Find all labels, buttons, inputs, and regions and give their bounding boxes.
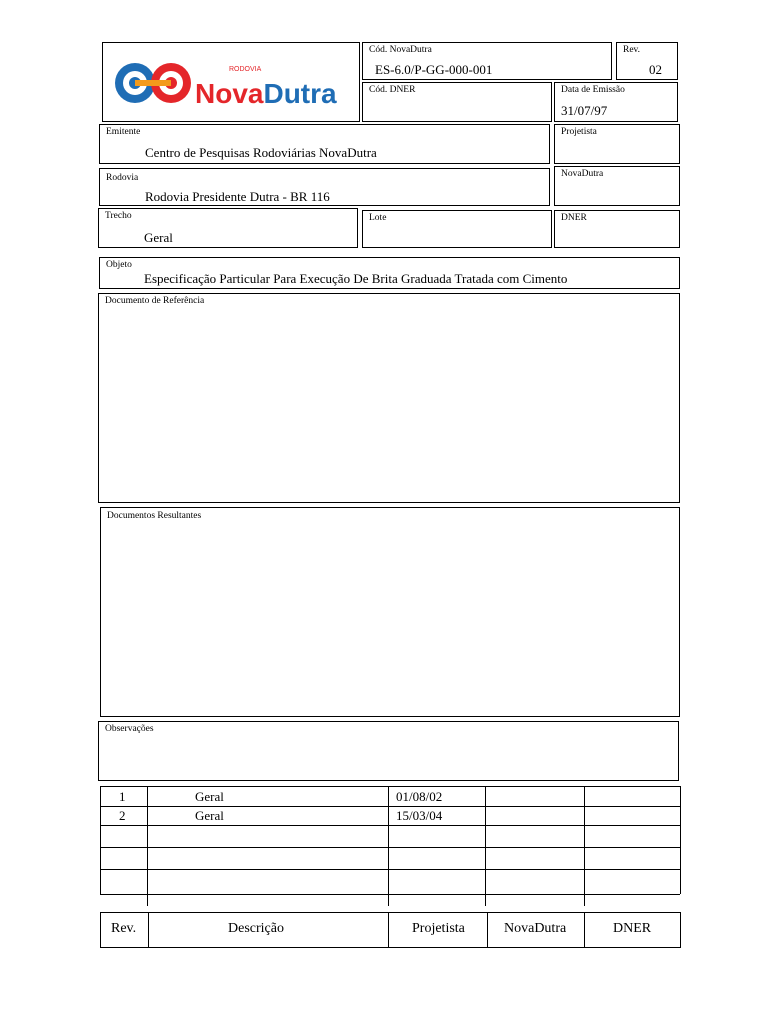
rev-number: 1: [119, 789, 126, 804]
rev-projetista: 01/08/02: [396, 789, 443, 804]
footer-rev-header: Rev.: [111, 921, 137, 936]
doc-referencia-box: [98, 293, 680, 503]
logo-rings-icon: [115, 63, 191, 103]
logo-small-text: RODOVIA: [229, 66, 262, 73]
projetista-label: Projetista: [561, 127, 597, 137]
cod-dner-box: [362, 82, 552, 122]
doc-resultantes-label: Documentos Resultantes: [107, 511, 202, 521]
rodovia-label: Rodovia: [106, 173, 139, 183]
rev-value: 02: [649, 62, 662, 77]
trecho-box: [98, 208, 358, 248]
emitente-label: Emitente: [106, 127, 141, 137]
rev-number: 2: [119, 808, 126, 823]
rodovia-box: [99, 168, 550, 206]
rev-label: Rev.: [623, 45, 641, 55]
lote-box: [362, 210, 552, 248]
emitente-box: [99, 124, 550, 164]
novadutra-label: NovaDutra: [561, 169, 604, 179]
doc-referencia-label: Documento de Referência: [105, 296, 205, 306]
footer-descricao-header: Descrição: [228, 921, 284, 936]
data-emissao-value: 31/07/97: [561, 103, 608, 118]
company-logo: [102, 42, 360, 122]
footer-dner-header: DNER: [613, 921, 652, 936]
data-emissao-box: [554, 82, 678, 122]
rodovia-value: Rodovia Presidente Dutra - BR 116: [145, 189, 330, 204]
lote-label: Lote: [369, 213, 387, 223]
rev-projetista: 15/03/04: [396, 808, 443, 823]
trecho-label: Trecho: [105, 211, 132, 221]
objeto-box: [99, 257, 680, 289]
observacoes-label: Observações: [105, 724, 154, 734]
trecho-value: Geral: [144, 230, 173, 245]
rev-descricao: Geral: [195, 808, 224, 823]
logo-wordmark: NovaDutra: [195, 78, 337, 109]
dner-label: DNER: [561, 213, 587, 223]
cod-novadutra-value: ES-6.0/P-GG-000-001: [375, 62, 493, 77]
objeto-label: Objeto: [106, 260, 132, 270]
doc-resultantes-box: [100, 507, 680, 717]
novadutra-logo: [111, 57, 355, 109]
observacoes-box: [98, 721, 679, 781]
emitente-value: Centro de Pesquisas Rodoviárias NovaDutra: [145, 145, 377, 160]
cod-novadutra-label: Cód. NovaDutra: [369, 45, 432, 55]
rev-descricao: Geral: [195, 789, 224, 804]
footer-novadutra-header: NovaDutra: [504, 921, 567, 936]
footer-projetista-header: Projetista: [412, 921, 465, 936]
cod-dner-label: Cód. DNER: [369, 85, 416, 95]
cod-novadutra-box: [362, 42, 612, 80]
dner-box: [554, 210, 680, 248]
projetista-box: [554, 124, 680, 164]
rev-box: [616, 42, 678, 80]
novadutra-box: [554, 166, 680, 206]
data-emissao-label: Data de Emissão: [561, 85, 625, 95]
objeto-value: Especificação Particular Para Execução De Brita Graduada Tratada com Cimento: [144, 271, 568, 286]
